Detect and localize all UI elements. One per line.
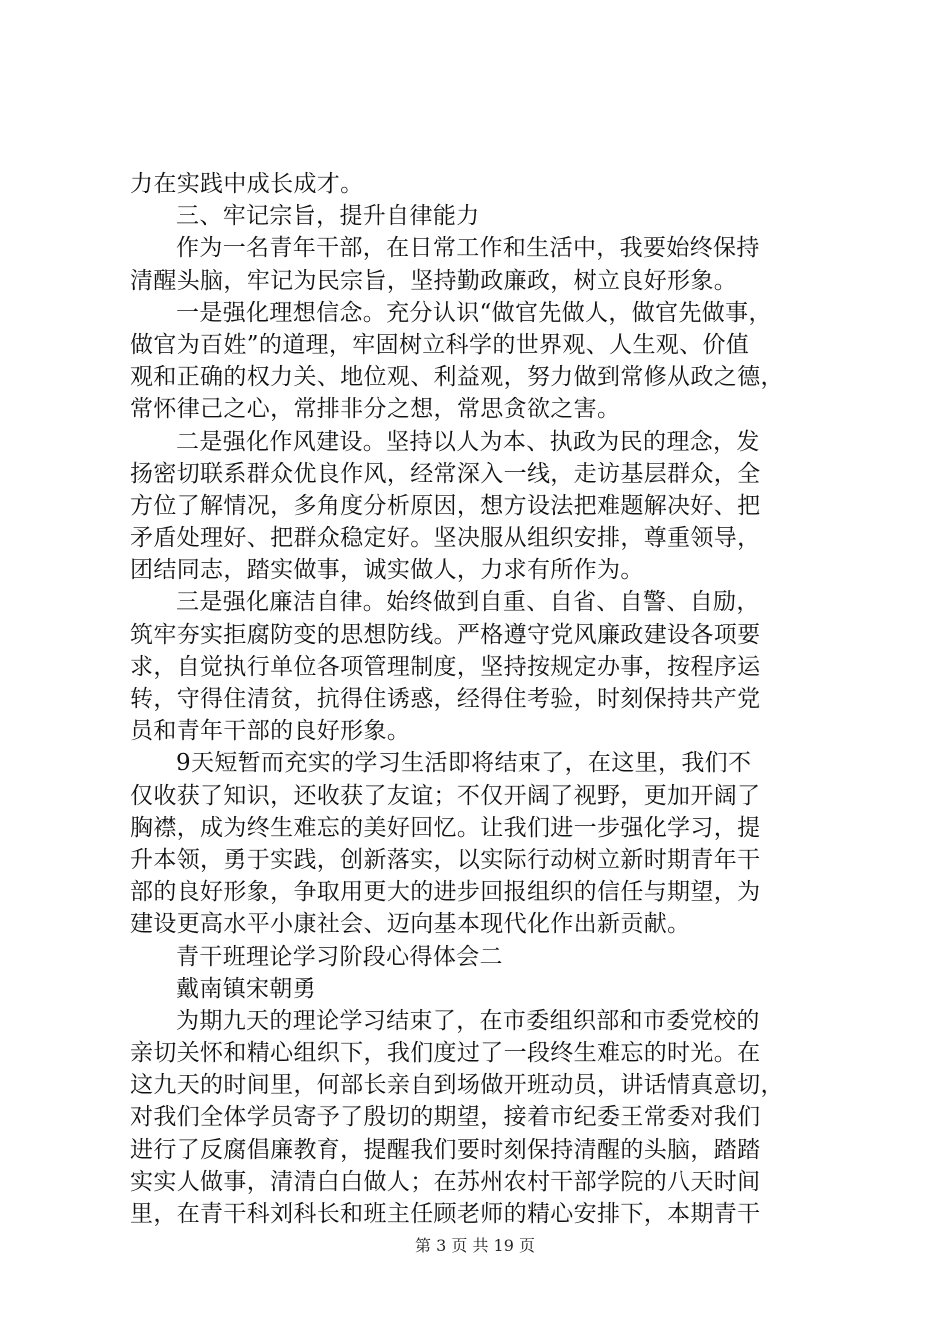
text-line: 常怀律己之心，常排非分之想，常思贪欲之害。 bbox=[130, 396, 621, 423]
document-body bbox=[130, 168, 828, 1230]
text-line: 升本领，勇于实践，创新落实，以实际行动树立新时期青年干 bbox=[130, 846, 761, 873]
text-line: 对我们全体学员寄予了殷切的期望，接着市纪委王常委对我们 bbox=[130, 1104, 761, 1131]
text-line: 胸襟，成为终生难忘的美好回忆。让我们进一步强化学习，提 bbox=[130, 814, 761, 841]
text-line: 求，自觉执行单位各项管理制度，坚持按规定办事，按程序运 bbox=[130, 653, 761, 680]
text-line: 建设更高水平小康社会、迈向基本现代化作出新贡献。 bbox=[130, 911, 691, 938]
text-line: 里，在青干科刘科长和班主任顾老师的精心安排下，本期青干 bbox=[130, 1201, 761, 1227]
text-line: 戴南镇宋朝勇 bbox=[176, 975, 317, 1002]
text-line: 这九天的时间里，何部长亲自到场做开班动员，讲话情真意切， bbox=[130, 1072, 784, 1099]
text-line: 三是强化廉洁自律。始终做到自重、自省、自警、自励， bbox=[176, 589, 760, 616]
text-line: 9天短暂而充实的学习生活即将结束了，在这里，我们不 bbox=[176, 750, 752, 777]
page-footer: 第 3 页 共 19 页 bbox=[415, 1236, 535, 1255]
text-line: 实实人做事，清清白白做人；在苏州农村干部学院的八天时间 bbox=[130, 1168, 761, 1195]
text-line: 仅收获了知识，还收获了友谊；不仅开阔了视野，更加开阔了 bbox=[130, 782, 761, 809]
text-line: 清醒头脑，牢记为民宗旨，坚持勤政廉政，树立良好形象。 bbox=[130, 267, 738, 294]
text-line: 扬密切联系群众优良作风，经常深入一线，走访基层群众，全 bbox=[130, 460, 761, 487]
text-line: 进行了反腐倡廉教育，提醒我们要时刻保持清醒的头脑，踏踏 bbox=[130, 1136, 761, 1163]
text-line: 作为一名青年干部，在日常工作和生活中，我要始终保持 bbox=[176, 235, 760, 262]
text-line: 青干班理论学习阶段心得体会二 bbox=[176, 943, 503, 970]
text-line: 二是强化作风建设。坚持以人为本、执政为民的理念，发 bbox=[176, 428, 760, 455]
text-line: 力在实践中成长成才。 bbox=[130, 171, 364, 197]
text-line: 一是强化理想信念。充分认识“做官先做人，做官先做事， bbox=[176, 299, 772, 326]
text-line: 三、牢记宗旨，提升自律能力 bbox=[176, 203, 480, 230]
text-line: 矛盾处理好、把群众稳定好。坚决服从组织安排，尊重领导， bbox=[130, 525, 761, 552]
text-line: 员和青年干部的良好形象。 bbox=[130, 718, 411, 745]
text-line: 亲切关怀和精心组织下，我们度过了一段终生难忘的时光。在 bbox=[130, 1040, 761, 1067]
text-line: 方位了解情况，多角度分析原因，想方设法把难题解决好、把 bbox=[130, 492, 761, 519]
text-line: 做官为百姓”的道理，牢固树立科学的世界观、人生观、价值 bbox=[130, 331, 750, 358]
text-line: 观和正确的权力关、地位观、利益观，努力做到常修从政之德， bbox=[130, 364, 784, 391]
text-line: 转，守得住清贫，抗得住诱惑，经得住考验，时刻保持共产党 bbox=[130, 686, 761, 712]
text-line: 为期九天的理论学习结束了，在市委组织部和市委党校的 bbox=[176, 1007, 760, 1034]
text-line: 部的良好形象，争取用更大的进步回报组织的信任与期望，为 bbox=[130, 879, 761, 906]
text-line: 团结同志，踏实做事，诚实做人，力求有所作为。 bbox=[130, 557, 644, 584]
text-line: 筑牢夯实拒腐防变的思想防线。严格遵守党风廉政建设各项要 bbox=[130, 621, 761, 648]
